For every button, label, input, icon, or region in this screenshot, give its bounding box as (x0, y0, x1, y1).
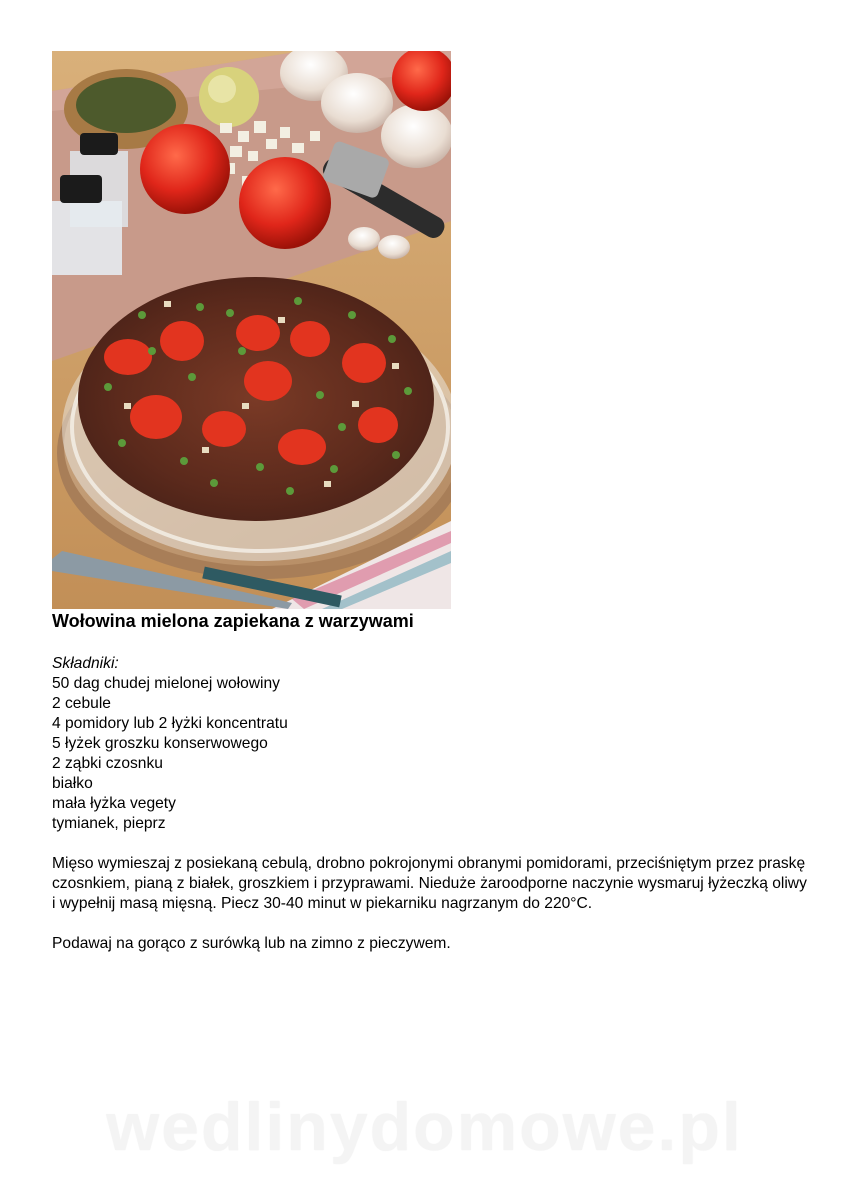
recipe-body (52, 654, 812, 954)
ingredient-item: 2 ząbki czosnku (52, 755, 163, 772)
ingredient-item: 50 dag chudej mielonej wołowiny (52, 675, 280, 692)
site-watermark: wedlinydomowe.pl (106, 1089, 743, 1165)
ingredients-heading: Składniki: (52, 655, 119, 672)
serving-paragraph: Podawaj na gorąco z surówką lub na zimno z pieczywem. (52, 935, 451, 952)
ingredient-item: 5 łyżek groszku konserwowego (52, 735, 268, 752)
ingredient-item: białko (52, 775, 93, 792)
ingredient-item: mała łyżka vegety (52, 795, 176, 812)
ingredient-item: tymianek, pieprz (52, 815, 166, 832)
ingredient-item: 4 pomidory lub 2 łyżki koncentratu (52, 715, 288, 732)
recipe-photo (52, 51, 451, 609)
recipe-title: Wołowina mielona zapiekana z warzywami (52, 611, 414, 631)
ingredient-item: 2 cebule (52, 695, 111, 712)
ingredients-list (52, 674, 812, 834)
instructions-paragraph: Mięso wymieszaj z posiekaną cebulą, drobno pokrojonymi obranymi pomidorami, przeciśniętym przez praskę czosnkiem, pianą z białek, groszkiem i przyprawami. Nieduże żaroodporne naczynie wysmaruj łyżeczką oliwy i wypełnij masą mięsną. Piecz 30-40 minut w piekarniku nagrzanym do 220°C. (52, 855, 807, 912)
